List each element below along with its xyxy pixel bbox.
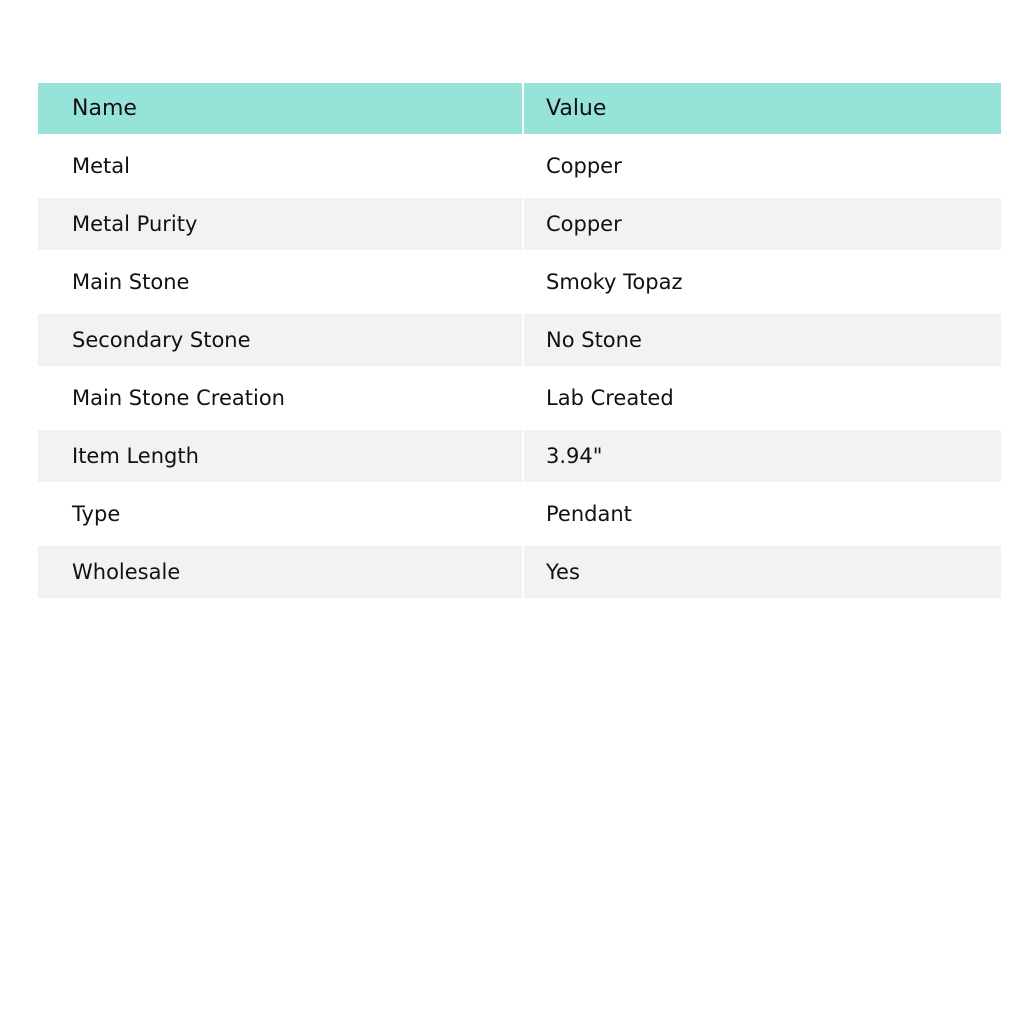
header-name: Name — [38, 83, 523, 137]
cell-value: Yes — [523, 543, 1001, 598]
cell-name: Metal — [38, 137, 523, 195]
specifications-table-container — [38, 83, 1001, 598]
specifications-table — [38, 83, 1001, 598]
table-row — [38, 369, 1001, 427]
header-row — [38, 83, 1001, 137]
cell-name: Main Stone Creation — [38, 369, 523, 427]
table-row — [38, 253, 1001, 311]
table-row — [38, 137, 1001, 195]
table-row — [38, 427, 1001, 485]
cell-name: Wholesale — [38, 543, 523, 598]
cell-name: Main Stone — [38, 253, 523, 311]
cell-name: Type — [38, 485, 523, 543]
table-row — [38, 195, 1001, 253]
cell-name: Item Length — [38, 427, 523, 485]
table-row — [38, 311, 1001, 369]
table-header — [38, 83, 1001, 137]
table-body — [38, 137, 1001, 598]
table-row — [38, 543, 1001, 598]
cell-value: Pendant — [523, 485, 1001, 543]
header-value: Value — [523, 83, 1001, 137]
cell-value: Copper — [523, 137, 1001, 195]
cell-value: 3.94" — [523, 427, 1001, 485]
cell-value: No Stone — [523, 311, 1001, 369]
cell-value: Copper — [523, 195, 1001, 253]
cell-name: Secondary Stone — [38, 311, 523, 369]
table-row — [38, 485, 1001, 543]
cell-name: Metal Purity — [38, 195, 523, 253]
cell-value: Smoky Topaz — [523, 253, 1001, 311]
cell-value: Lab Created — [523, 369, 1001, 427]
